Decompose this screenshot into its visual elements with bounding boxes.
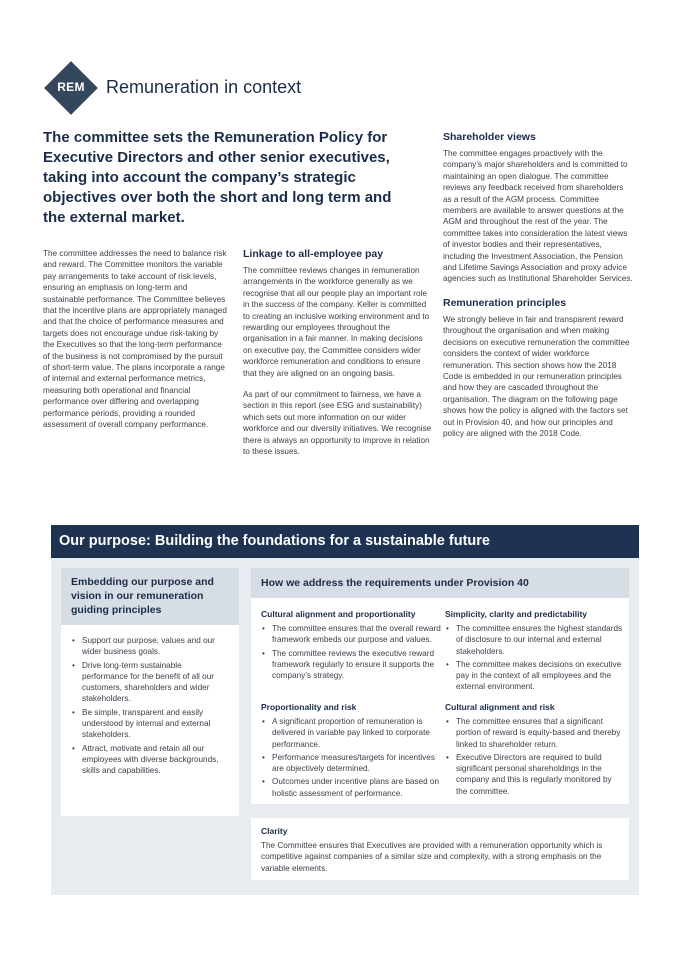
simplicity-block [445,609,625,695]
cultural-risk-block [445,702,625,799]
simplicity-list [445,623,625,693]
shareholder-heading: Shareholder views [443,131,536,143]
list-item: • The committee ensures that a significant portion of reward is equity-based and thereby linked to shareholder return. [445,716,625,750]
list-item: • The committee reviews the executive reward framework regularly to ensure it supports the company’s strategy. [261,648,441,682]
page-title: Remuneration in context [106,77,302,97]
principles-heading: Remuneration principles [443,296,567,309]
shareholder-paragraph: The committee engages proactively with the company’s major shareholders and is committed to maintaining an open dialogue. The committee reviews any feedback received from shareholders as a result of the AGM process. Committee members are available to answer questions at the AGM and throughout the rest of the year. The committee takes into consideration the latest views of investor bodies and their representatives, including the Investment Association, the Pension and Lifetime Savings Association and proxy advice agencies such as Institutional Shareholder Services. [443,149,633,284]
guiding-principles-heading: Embedding our purpose and vision in our remuneration guiding principles [61,568,239,625]
clarity-title: Clarity [261,826,288,836]
clarity-text: The Committee ensures that Executives are provided with a remuneration opportunity which is competitive against companies of a similar size and complexity, with a strong emphasis on the variable elements. [261,841,603,873]
list-item: • Attract, motivate and retain all our employees with diverse backgrounds, skills and capabilities. [71,743,229,777]
proportionality-risk-list [261,716,441,799]
proportionality-risk-title: Proportionality and risk [261,702,357,712]
principles-paragraph: We strongly believe in fair and transparent reward throughout the organisation and when making decisions on executive remuneration the committee considers the context of wider workforce remuneration. This section shows how the 2018 Code is embedded in our remuneration principles and how they are cascaded throughout the organisation. The diagram on the following page shows how the policy is aligned with the factors set out in Provision 40, and how our principles and policy are aligned with the 2018 Code. [443,314,630,438]
shareholder-section [443,131,633,439]
list-item: • Be simple, transparent and easily understood by internal and external stakeholders. [71,707,229,741]
provision-40-panel [251,568,629,804]
list-item: • A significant proportion of remuneration is delivered in variable pay linked to corporate performance. [261,716,441,750]
list-item: • Executive Directors are required to build significant personal shareholdings in the company and this is regularly monitored by the committee. [445,752,625,797]
lead-statement: The committee sets the Remuneration Policy for Executive Directors and other senior executives, taking into account the company’s strategic objectives over both the short and long term and the external market. [43,129,392,226]
linkage-section [243,248,433,458]
cultural-proportionality-title: Cultural alignment and proportionality [261,609,416,619]
provision-40-heading: How we address the requirements under Provision 40 [251,568,629,598]
purpose-section [51,525,639,895]
linkage-paragraph-2: As part of our commitment to fairness, we have a section in this report (see ESG and sustainability) which sets out more information on our wider workforce and our diversity initiatives. We recognise there is always an opportunity to improve in relation to these issues. [243,390,432,457]
cultural-risk-title: Cultural alignment and risk [445,702,555,712]
rem-badge-label: REM [57,80,85,94]
guiding-principles-panel [61,568,239,816]
proportionality-risk-block [261,702,441,801]
cultural-risk-list [445,716,625,797]
linkage-paragraph-1: The committee reviews changes in remuneration arrangements in the workforce generally as we recognise that all our people play an important role in the success of the company. Keller is committed to creating an inclusive working environment and to rewarding our employees throughout the organisation in a fair manner. In making decisions on executive pay, the Committee considers wider workforce remuneration and conditions to ensure that they are aligned on an ongoing basis. [243,266,430,378]
risk-reward-paragraph: The committee addresses the need to balance risk and reward. The Committee monitors the variable pay arrangements to take account of risk levels, ensuring an emphasis on long-term and sustainable performance. The Committee believes that the incentive plans are appropriately managed and that the choice of performance measures and targets does not encourage undue risk-taking by the Executives so that the long-term performance of the business is not compromised by the pursuit of short-term value. The plans incorporate a range of internal and external performance metrics, measuring both operational and financial performance over differing and overlapping performance periods, providing a rounded assessment of overall company performance. [43,249,227,430]
list-item: • The committee makes decisions on executive pay in the context of all employees and the external environment. [445,659,625,693]
simplicity-title: Simplicity, clarity and predictability [445,609,588,619]
clarity-panel [251,818,629,880]
cultural-proportionality-list [261,623,441,681]
cultural-proportionality-block [261,609,441,683]
linkage-heading: Linkage to all-employee pay [243,248,384,260]
list-item: • The committee ensures that the overall reward framework embeds our purpose and values. [261,623,441,646]
list-item: • The committee ensures the highest standards of disclosure to our internal and external stakeholders. [445,623,625,657]
rem-badge-icon [45,62,97,114]
list-item: • Performance measures/targets for incentives are objectively determined. [261,752,441,775]
list-item: • Drive long-term sustainable performance for the benefit of all our customers, shareholders and wider stakeholders. [71,660,229,705]
purpose-banner: Our purpose: Building the foundations for a sustainable future [51,525,639,558]
list-item: • Support our purpose, values and our wider business goals. [71,635,229,658]
guiding-principles-list [61,625,239,777]
list-item: • Outcomes under incentive plans are based on holistic assessment of performance. [261,776,441,799]
